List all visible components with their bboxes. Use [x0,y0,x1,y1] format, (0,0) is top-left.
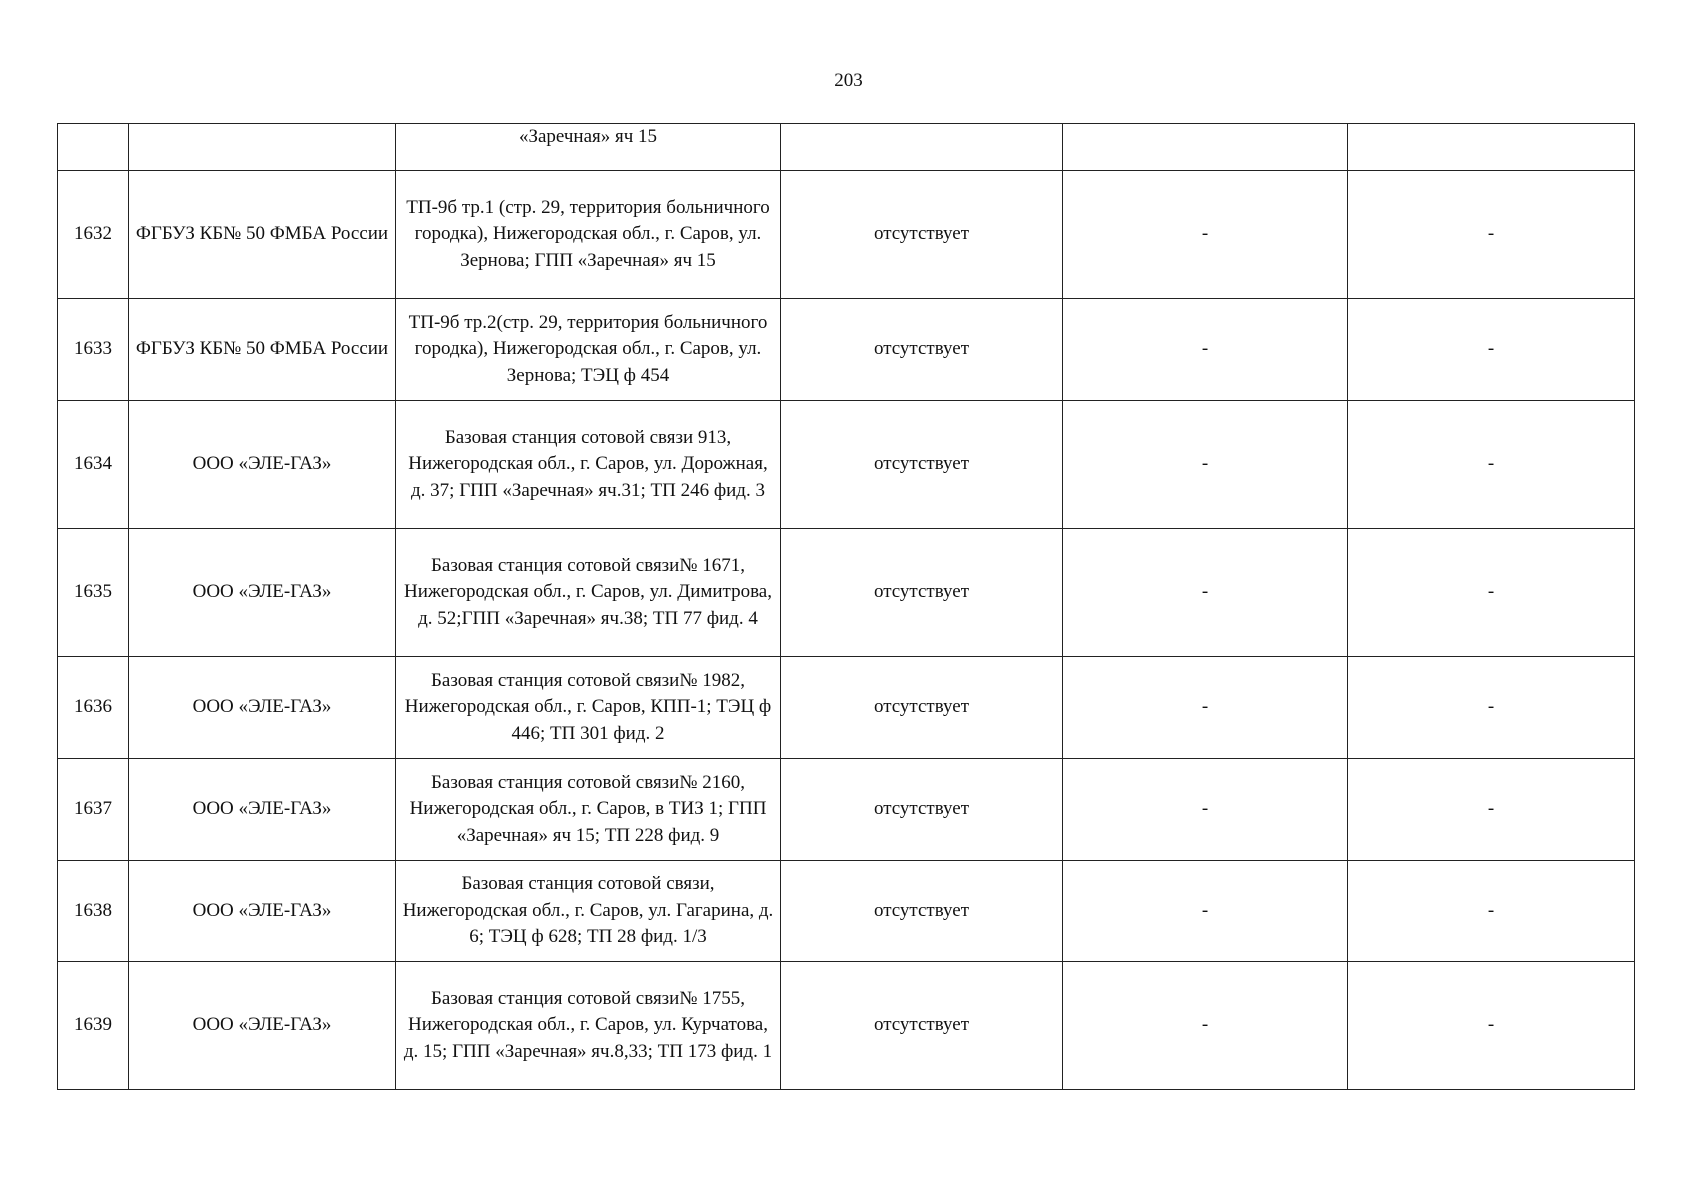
status-cell: отсутствует [781,171,1063,299]
status-cell: отсутствует [781,657,1063,759]
address-cell: Базовая станция сотовой связи, Нижегородская обл., г. Саров, ул. Гагарина, д. 6; ТЭЦ ф 628; ТП 28 фид. 1/3 [396,861,781,962]
status-cell: отсутствует [781,759,1063,861]
address-cell: Базовая станция сотовой связи 913, Нижегородская обл., г. Саров, ул. Дорожная, д. 37; ГПП «Заречная» яч.31; ТП 246 фид. 3 [396,401,781,529]
row-number: 1638 [58,861,129,962]
column-5-cell: - [1063,962,1348,1090]
table-row [58,962,1635,1090]
row-number: 1637 [58,759,129,861]
column-6-cell: - [1348,759,1635,861]
status-cell: отсутствует [781,401,1063,529]
column-6-cell: - [1348,299,1635,401]
organization-cell: ФГБУЗ КБ№ 50 ФМБА России [129,171,396,299]
row-number: 1639 [58,962,129,1090]
status-cell: отсутствует [781,299,1063,401]
address-cell: ТП-9б тр.2(стр. 29, территория больничного городка), Нижегородская обл., г. Саров, ул. Зернова; ТЭЦ ф 454 [396,299,781,401]
address-cell: Базовая станция сотовой связи№ 1671, Нижегородская обл., г. Саров, ул. Димитрова, д. 52;ГПП «Заречная» яч.38; ТП 77 фид. 4 [396,529,781,657]
address-cell: ТП-9б тр.1 (стр. 29, территория больничного городка), Нижегородская обл., г. Саров, ул. Зернова; ГПП «Заречная» яч 15 [396,171,781,299]
table-row [58,299,1635,401]
row-number: 1636 [58,657,129,759]
column-6-cell: - [1348,401,1635,529]
table-row [58,171,1635,299]
table-row [58,401,1635,529]
registry-table [57,123,1635,1090]
column-5-cell: - [1063,171,1348,299]
address-cell: Базовая станция сотовой связи№ 1755, Нижегородская обл., г. Саров, ул. Курчатова, д. 15; ГПП «Заречная» яч.8,33; ТП 173 фид. 1 [396,962,781,1090]
column-6-cell: - [1348,861,1635,962]
column-6-cell: - [1348,657,1635,759]
organization-cell: ООО «ЭЛЕ-ГАЗ» [129,401,396,529]
column-6-cell: - [1348,962,1635,1090]
address-cell: «Заречная» яч 15 [396,124,781,171]
column-5-cell: - [1063,759,1348,861]
column-6-cell: - [1348,529,1635,657]
table-row [58,124,1635,171]
address-cell: Базовая станция сотовой связи№ 1982, Нижегородская обл., г. Саров, КПП-1; ТЭЦ ф 446; ТП 301 фид. 2 [396,657,781,759]
table-row [58,657,1635,759]
organization-cell: ФГБУЗ КБ№ 50 ФМБА России [129,299,396,401]
table-row [58,529,1635,657]
row-number [58,124,129,171]
organization-cell: ООО «ЭЛЕ-ГАЗ» [129,861,396,962]
status-cell: отсутствует [781,962,1063,1090]
column-6-cell [1348,124,1635,171]
table-row [58,861,1635,962]
organization-cell: ООО «ЭЛЕ-ГАЗ» [129,529,396,657]
row-number: 1633 [58,299,129,401]
column-5-cell: - [1063,657,1348,759]
table-row [58,759,1635,861]
row-number: 1632 [58,171,129,299]
column-5-cell [1063,124,1348,171]
status-cell: отсутствует [781,529,1063,657]
address-cell: Базовая станция сотовой связи№ 2160, Нижегородская обл., г. Саров, в ТИЗ 1; ГПП «Заречная» яч 15; ТП 228 фид. 9 [396,759,781,861]
column-5-cell: - [1063,401,1348,529]
status-cell [781,124,1063,171]
status-cell: отсутствует [781,861,1063,962]
row-number: 1634 [58,401,129,529]
column-5-cell: - [1063,529,1348,657]
row-number: 1635 [58,529,129,657]
page-number: 203 [834,70,863,91]
organization-cell: ООО «ЭЛЕ-ГАЗ» [129,962,396,1090]
organization-cell: ООО «ЭЛЕ-ГАЗ» [129,657,396,759]
column-6-cell: - [1348,171,1635,299]
column-5-cell: - [1063,861,1348,962]
organization-cell [129,124,396,171]
organization-cell: ООО «ЭЛЕ-ГАЗ» [129,759,396,861]
column-5-cell: - [1063,299,1348,401]
